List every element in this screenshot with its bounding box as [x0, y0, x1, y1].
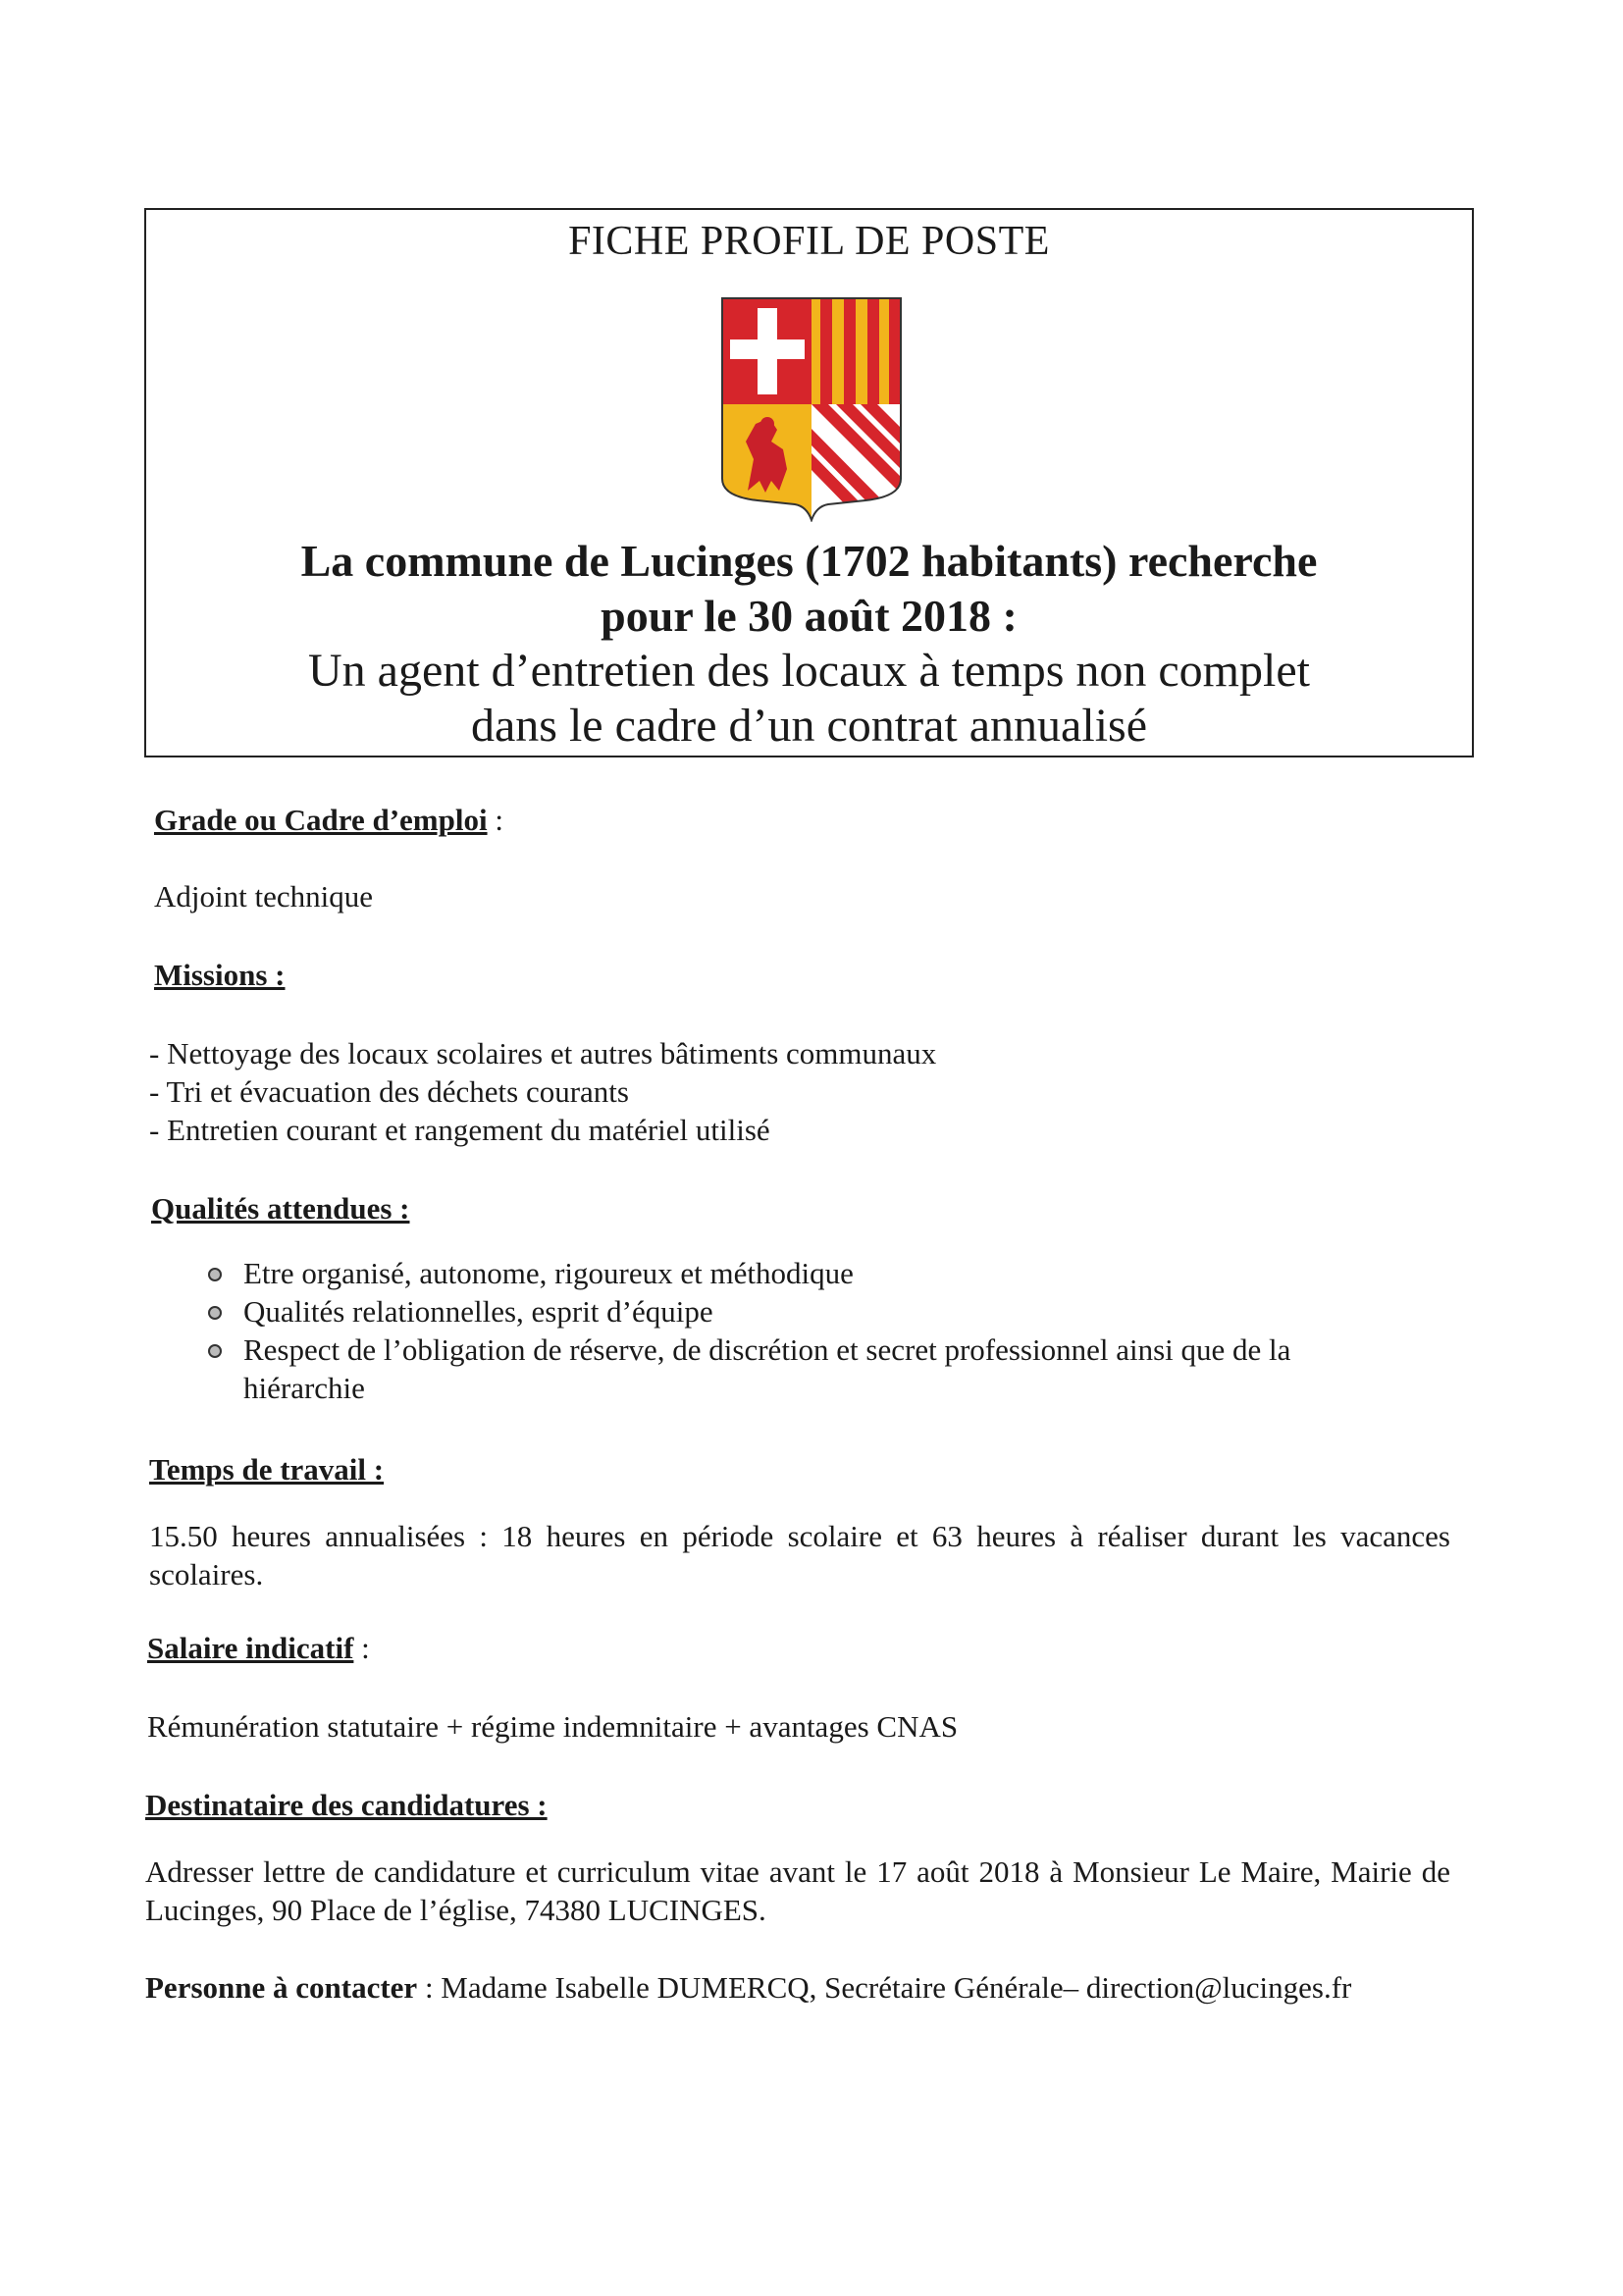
qualites-list	[206, 1254, 1433, 1407]
headline-line-1: La commune de Lucinges (1702 habitants) recherche	[300, 536, 1318, 586]
headline-line-2: pour le 30 août 2018 :	[601, 591, 1018, 641]
list-item: Qualités relationnelles, esprit d’équipe	[206, 1292, 1433, 1331]
page-title: FICHE PROFIL DE POSTE	[568, 219, 1050, 264]
grade-heading: Grade ou Cadre d’emploi	[154, 803, 488, 837]
header-box	[144, 208, 1474, 757]
salaire-text: Rémunération statutaire + régime indemnitaire + avantages CNAS	[147, 1709, 959, 1744]
headline-line-3: Un agent d’entretien des locaux à temps non complet	[307, 645, 1310, 697]
temps-heading: Temps de travail :	[149, 1452, 385, 1487]
list-item: Respect de l’obligation de réserve, de discrétion et secret professionnel ainsi que de la hiérarchie	[206, 1331, 1401, 1407]
coat-of-arms-icon	[718, 294, 905, 522]
list-item: - Tri et évacuation des déchets courants	[149, 1074, 629, 1109]
missions-list	[149, 1034, 936, 1149]
salaire-heading-row	[147, 1629, 370, 1667]
grade-heading-suffix: :	[487, 803, 503, 837]
grade-value: Adjoint technique	[154, 879, 373, 913]
qualites-heading: Qualités attendues :	[151, 1191, 410, 1226]
list-item: - Entretien courant et rangement du matériel utilisé	[149, 1113, 770, 1147]
list-item: - Nettoyage des locaux scolaires et autres bâtiments communaux	[149, 1036, 937, 1070]
headline-line-4: dans le cadre d’un contrat annualisé	[470, 700, 1148, 752]
salaire-heading: Salaire indicatif	[147, 1631, 354, 1665]
missions-heading: Missions :	[154, 958, 286, 992]
grade-heading-row	[154, 801, 503, 839]
temps-text: 15.50 heures annualisées : 18 heures en période scolaire et 63 heures à réaliser durant les vacances scolaires.	[149, 1519, 1450, 1592]
contact-row	[145, 1968, 1351, 2007]
list-item: Etre organisé, autonome, rigoureux et méthodique	[206, 1254, 1433, 1292]
destinataire-text: Adresser lettre de candidature et curriculum vitae avant le 17 août 2018 à Monsieur Le Maire, Mairie de Lucinges, 90 Place de l’église, 74380 LUCINGES.	[145, 1854, 1450, 1927]
contact-text: : Madame Isabelle DUMERCQ, Secrétaire Générale– direction@lucinges.fr	[417, 1970, 1352, 2005]
destinataire-heading: Destinataire des candidatures :	[145, 1788, 548, 1822]
headline	[146, 534, 1472, 754]
contact-label: Personne à contacter	[145, 1970, 418, 2005]
salaire-heading-suffix: :	[353, 1631, 370, 1665]
